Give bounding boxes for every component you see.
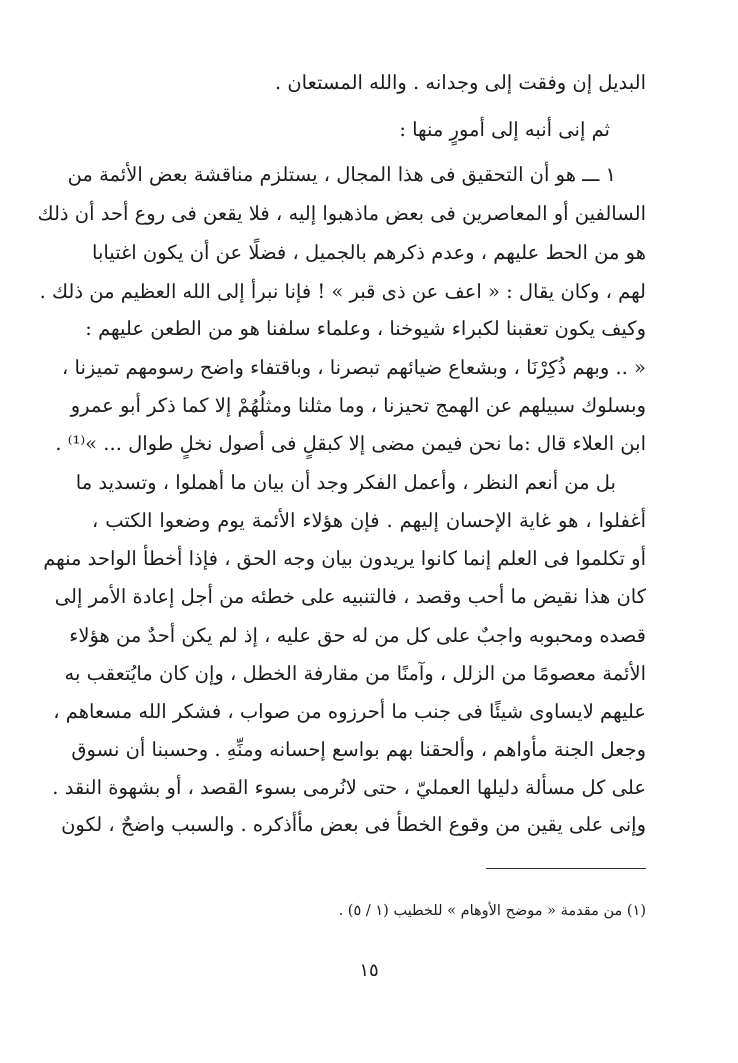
text-line-11: بل من أنعم النظر ، وأعمل الفكر وجد أن بيان ما أهملوا ، وتسديد ما	[75, 471, 616, 494]
text-line-8: « .. وبهم ذُكِرْنَا ، وبشعاع ضيائهم تبصرنا ، وباقتفاء واضح رسومهم تميزنا ،	[62, 356, 646, 379]
text-line-16: الأئمة معصومًا من الزلل ، وآمنًا من مقارفة الخطل ، وإن كان مايُتعقب به	[64, 662, 646, 685]
footnote: (١) من مقدمة « موضح الأوهام » للخطيب (١ / ٥) .	[338, 903, 646, 919]
text-line-3: ١ ـــ هو أن التحقيق فى هذا المجال ، يستلزم مناقشة بعض الأئمة من	[67, 163, 616, 186]
text-line-2: ثم إنى أنبه إلى أمورٍ منها :	[399, 118, 610, 141]
text-line-12: أغفلوا ، هو غاية الإحسان إليهم . فإن هؤلاء الأئمة يوم وضعوا الكتب ،	[92, 509, 646, 532]
text-line-17: عليهم لايساوى شيئًا فى جنب ما أحرزوه من صواب ، فشكر الله مسعاهم ،	[53, 700, 646, 723]
page-number: ١٥	[359, 960, 379, 981]
text-line-20: وإنى على يقين من وقوع الخطأ فى بعض مأأذكره . والسبب واضحٌ ، لكون	[61, 813, 646, 836]
text-line-7: وكيف يكون تعقبنا لكبراء شيوخنا ، وعلماء سلفنا هو من الطعن عليهم :	[85, 317, 646, 340]
footnote-separator	[486, 868, 646, 869]
text-line-19: على كل مسألة دليلها العمليّ ، حتى لانُرمى بسوء القصد ، أو بشهوة النقد .	[52, 776, 646, 799]
text-line-9: وبسلوك سبيلهم عن الهمج تحيزنا ، وما مثلنا ومثلُهُمْ إلا كما ذكر أبو عمرو	[70, 394, 646, 417]
text-line-18: وجعل الجنة مأواهم ، وألحقنا بهم بواسع إحسانه ومنِّهِ . وحسبنا أن نسوق	[71, 738, 646, 761]
text-line-14: كان هذا نقيض ما أحب وقصد ، فالتنبيه على خطئه من أجل إعادة الأمر إلى	[54, 585, 646, 608]
text-line-15: قصده ومحبوبه واجبٌ على كل من له حق عليه ، إذ لم يكن أحدٌ من هؤلاء	[69, 624, 646, 647]
text-line-4: السالفين أو المعاصرين فى بعض ماذهبوا إليه ، فلا يقعن فى روع أحد أن ذلك	[37, 202, 646, 225]
text-line-13: أو تكلموا فى العلم إنما كانوا يريدون بيان وجه الحق ، فإذا أخطأ الواحد منهم	[43, 547, 646, 570]
text-line-1: البديل إن وفقت إلى وجدانه . والله المستعان .	[274, 71, 646, 94]
text-line-6: لهم ، وكان يقال : « اعف عن ذى قبر » ! فإنا نبرأ إلى الله العظيم من ذلك .	[39, 280, 646, 303]
text-line-10: ابن العلاء قال :ما نحن فيمن مضى إلا كبقلٍ فى أصول نخلٍ طوال ... »⁽¹⁾ .	[55, 432, 646, 455]
text-line-5: هو من الحط عليهم ، وعدم ذكرهم بالجميل ، فضلًا عن أن يكون اغتيابا	[92, 241, 646, 264]
